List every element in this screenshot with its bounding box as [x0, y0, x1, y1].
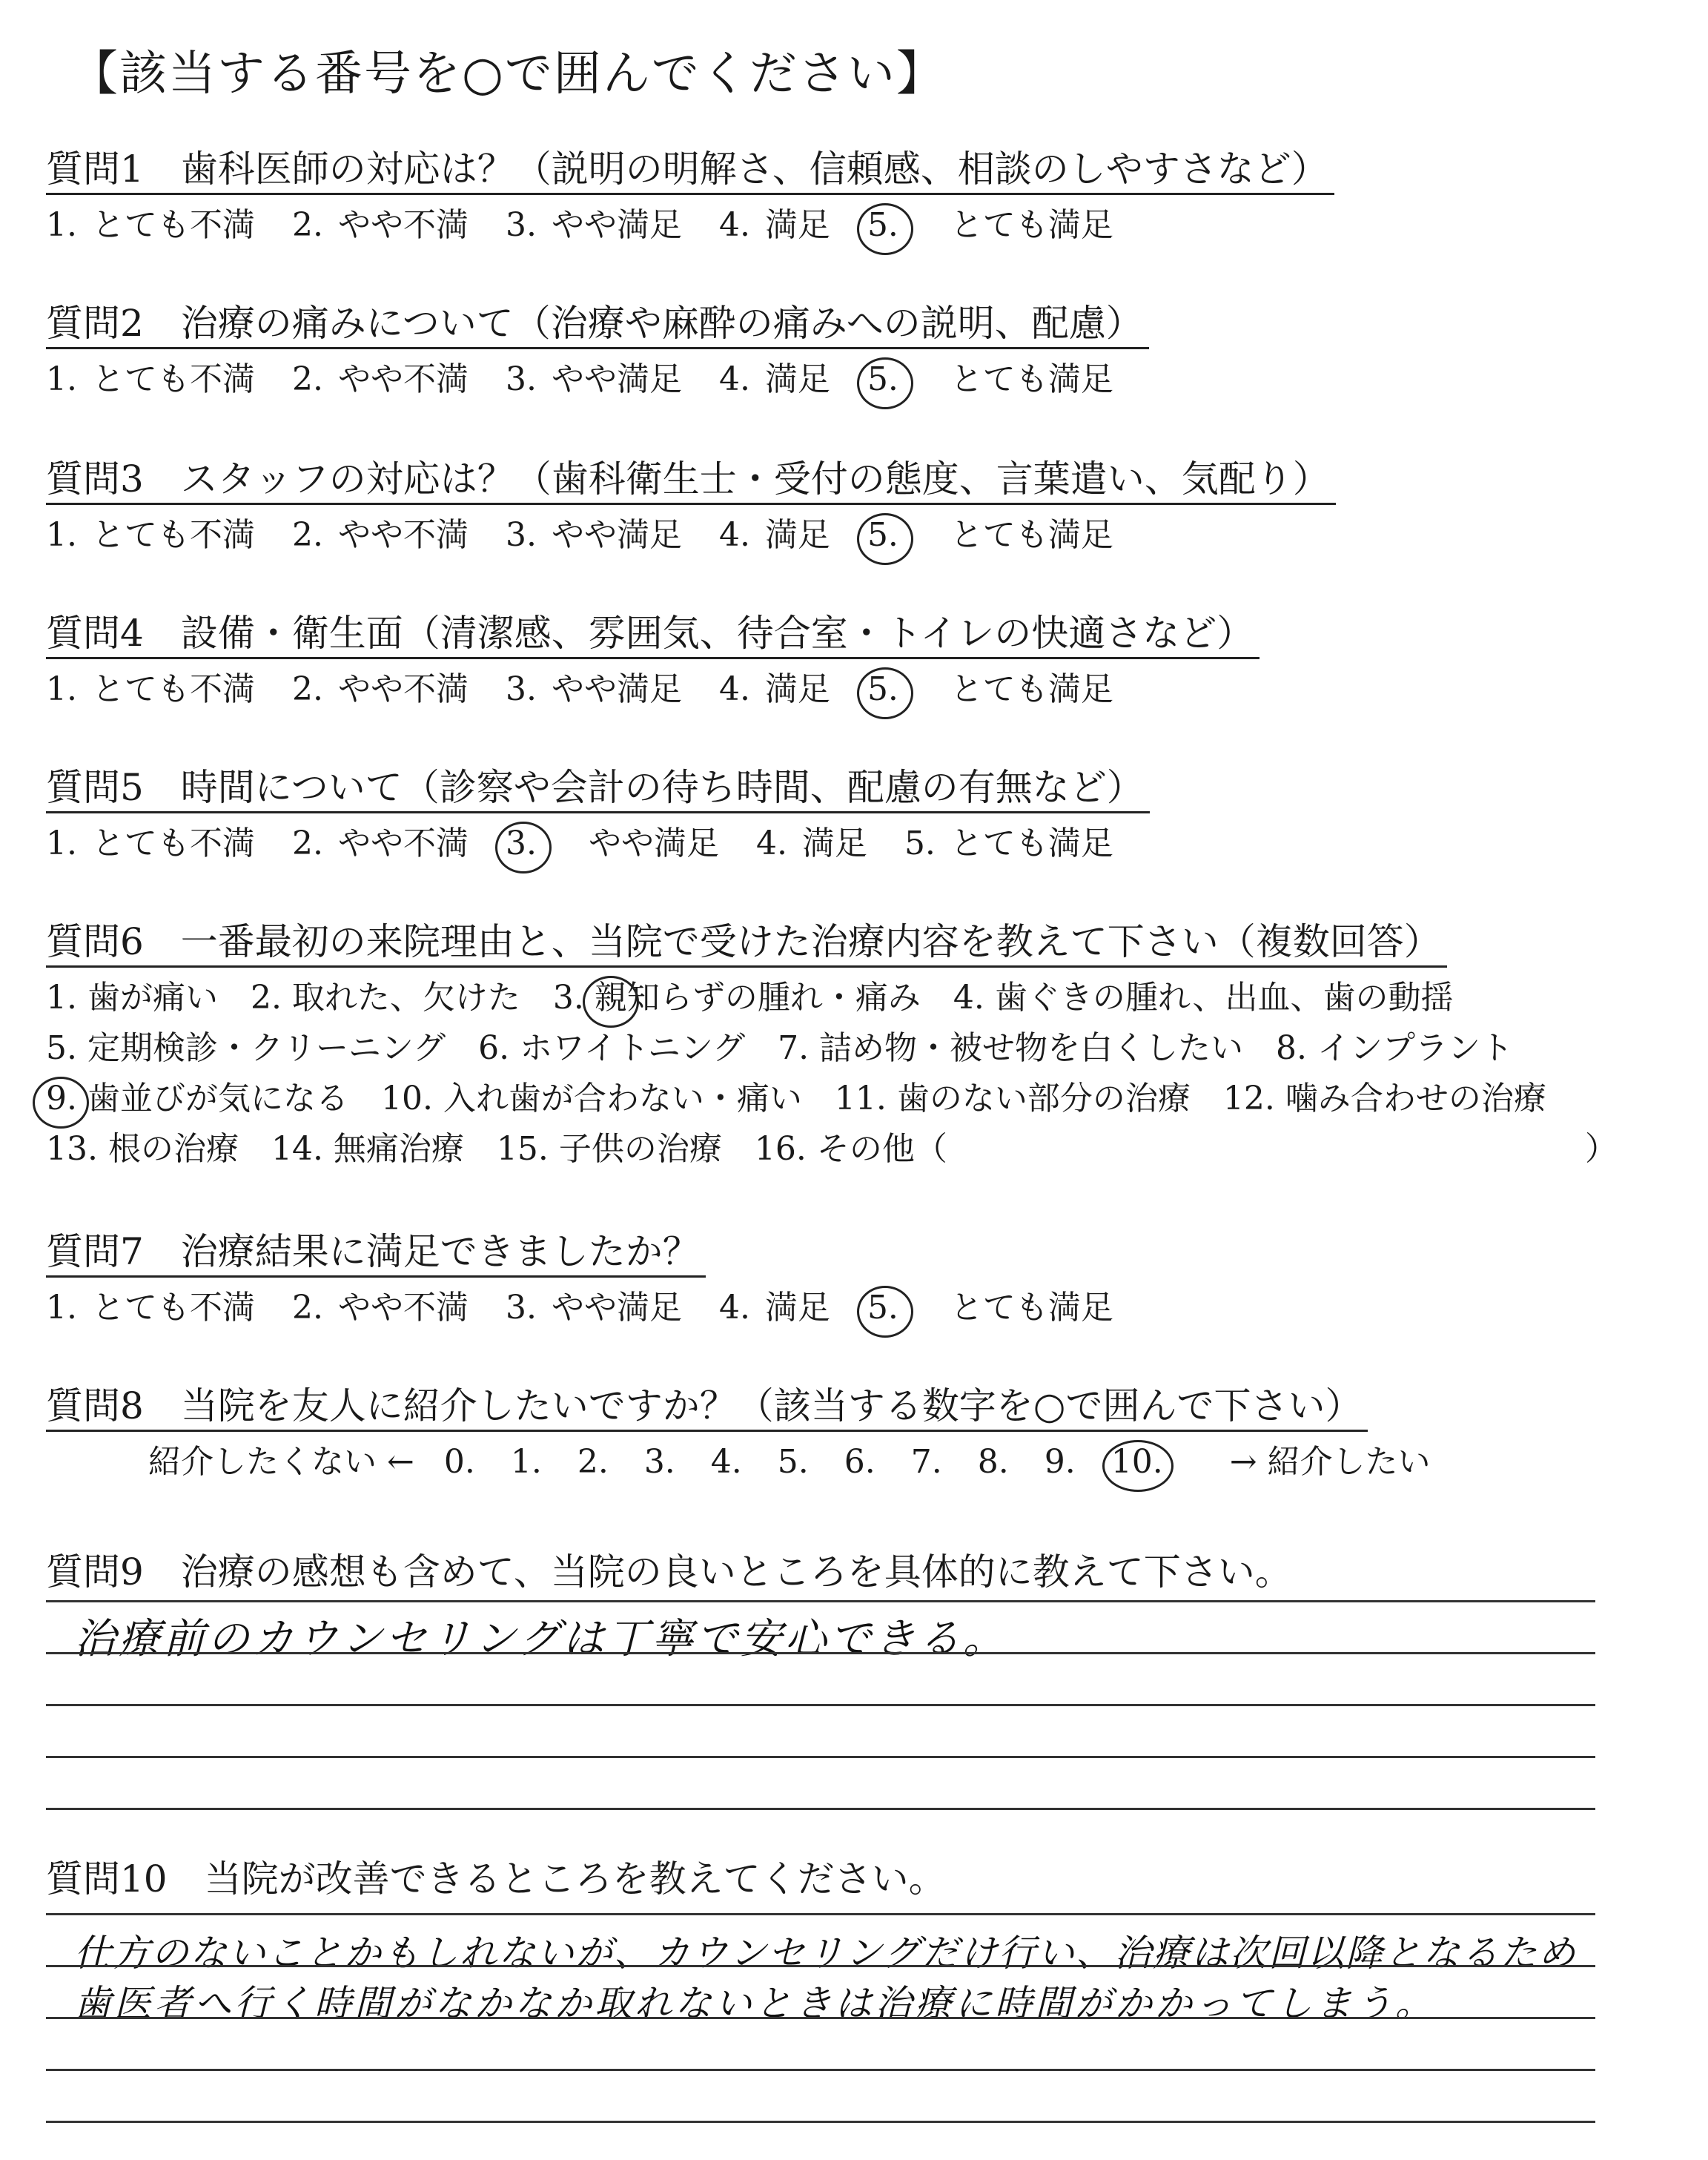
q8-scale-7: 7. [910, 1443, 942, 1481]
q1-opt3-label: やや満足 [551, 206, 682, 244]
q2-opt1-num: 1. [46, 360, 77, 398]
q8-scale-0: 0. [443, 1443, 475, 1481]
question-5-options [46, 822, 1151, 866]
q4-opt2-num: 2. [291, 670, 323, 708]
q1-opt1-num: 1. [46, 206, 77, 244]
q6-choice-9-circle [33, 1077, 89, 1129]
q5-opt3-label: やや満足 [588, 825, 719, 862]
q8-scale-2: 2. [577, 1443, 609, 1481]
question-8-scale [148, 1440, 1468, 1484]
q5-opt2-num: 2. [291, 825, 323, 862]
question-3-title: 質問3 スタッフの対応は？（歯科衛生士・受付の態度、言葉遣い、気配り） [46, 455, 1336, 505]
q5-opt1-num: 1. [46, 825, 77, 862]
q3-opt4-num: 4. [718, 516, 750, 554]
q8-scale-1: 1. [510, 1443, 542, 1481]
q5-opt3-num-circled: 3. [506, 822, 574, 866]
q4-opt2-label: やや不満 [337, 670, 469, 708]
q10-answer-line-4 [46, 2069, 1595, 2071]
question-1-options [46, 203, 1151, 248]
q4-opt5-label: とても満足 [950, 670, 1113, 708]
q1-opt1-label: とても不満 [91, 206, 255, 244]
q8-scale-9: 9. [1044, 1443, 1076, 1481]
question-6-other-close: ） [1585, 1130, 1618, 1168]
q9-answer-line-5 [46, 1808, 1595, 1810]
q1-opt5-label: とても満足 [950, 206, 1113, 244]
q4-opt1-label: とても不満 [91, 670, 255, 708]
q3-opt1-num: 1. [46, 516, 77, 554]
q9-answer-line-3 [46, 1704, 1595, 1706]
q8-left-label: 紹介したくない ← [148, 1443, 414, 1481]
q10-answer-line-3 [46, 2017, 1595, 2019]
q5-opt5-label: とても満足 [950, 825, 1113, 862]
q10-handwritten-answer-1: 仕方のないことかもしれないが、カウンセリングだけ行い、治療は次回以降となるため [74, 1932, 1577, 1975]
q1-opt3-num: 3. [505, 206, 537, 244]
q10-answer-line-2 [46, 1965, 1595, 1967]
q5-opt1-label: とても不満 [91, 825, 255, 862]
q8-scale-8: 8. [977, 1443, 1009, 1481]
q3-opt1-label: とても不満 [91, 516, 255, 554]
q3-opt3-num: 3. [505, 516, 537, 554]
q4-opt5-num-circled: 5. [867, 667, 936, 712]
q2-opt1-label: とても不満 [91, 360, 255, 398]
q7-opt3-num: 3. [505, 1289, 537, 1327]
question-2-options [46, 357, 1151, 402]
q3-opt2-label: やや不満 [337, 516, 469, 554]
question-10-title: 質問10 当院が改善できるところを教えてください。 [46, 1857, 946, 1900]
question-7-title: 質問7 治療結果に満足できましたか？ [46, 1228, 706, 1278]
q9-answer-line-1 [46, 1600, 1595, 1602]
q7-opt2-num: 2. [291, 1289, 323, 1327]
q7-opt5-label: とても満足 [950, 1289, 1113, 1327]
q7-opt3-label: やや満足 [551, 1289, 682, 1327]
q2-opt2-label: やや不満 [337, 360, 469, 398]
q3-opt2-num: 2. [291, 516, 323, 554]
q5-opt5-num: 5. [904, 825, 936, 862]
q7-opt5-num-circled: 5. [867, 1286, 936, 1330]
q9-answer-line-2 [46, 1652, 1595, 1654]
q3-opt5-label: とても満足 [950, 516, 1113, 554]
q4-opt3-num: 3. [505, 670, 537, 708]
q3-opt5-num-circled: 5. [867, 513, 936, 558]
q8-scale-10-circled: 10. [1111, 1440, 1200, 1484]
question-1-title: 質問1 歯科医師の対応は？（説明の明解さ、信頼感、相談のしやすさなど） [46, 145, 1334, 195]
q5-opt2-label: やや不満 [337, 825, 469, 862]
question-4-options [46, 667, 1151, 712]
question-4-title: 質問4 設備・衛生面（清潔感、雰囲気、待合室・トイレの快適さなど） [46, 610, 1260, 659]
question-3-options [46, 513, 1151, 558]
q7-opt1-num: 1. [46, 1289, 77, 1327]
q4-opt1-num: 1. [46, 670, 77, 708]
q5-opt4-label: 満足 [801, 825, 867, 862]
q1-opt4-num: 4. [718, 206, 750, 244]
q4-opt4-num: 4. [718, 670, 750, 708]
q4-opt4-label: 満足 [764, 670, 830, 708]
question-6-row-1: 1. 歯が痛い 2. 取れた、欠けた 3. 親知らずの腫れ・痛み 4. 歯ぐきの腫れ、出血、歯の動揺 [46, 979, 1454, 1017]
q2-opt3-num: 3. [505, 360, 537, 398]
q7-opt4-label: 満足 [764, 1289, 830, 1327]
q7-opt2-label: やや不満 [337, 1289, 469, 1327]
q2-opt5-label: とても満足 [950, 360, 1113, 398]
q8-scale-5: 5. [777, 1443, 809, 1481]
q4-opt3-label: やや満足 [551, 670, 682, 708]
q2-opt4-label: 満足 [764, 360, 830, 398]
q2-opt3-label: やや満足 [551, 360, 682, 398]
question-7-options [46, 1286, 1151, 1330]
question-9-title: 質問9 治療の感想も含めて、当院の良いところを具体的に教えて下さい。 [46, 1550, 1292, 1593]
q8-right-label: → 紹介したい [1229, 1443, 1431, 1481]
question-2-title: 質問2 治療の痛みについて（治療や麻酔の痛みへの説明、配慮） [46, 300, 1149, 349]
page-heading: 【該当する番号を○で囲んでください】 [70, 47, 945, 102]
question-6-row-4: 13. 根の治療 14. 無痛治療 15. 子供の治療 16. その他（ [46, 1130, 947, 1168]
q2-opt5-num-circled: 5. [867, 357, 936, 402]
q6-choice-3-circle [583, 976, 639, 1028]
q8-scale-3: 3. [643, 1443, 675, 1481]
q9-handwritten-answer: 治療前のカウンセリングは丁寧で安心できる。 [74, 1615, 1007, 1663]
q8-scale-6: 6. [844, 1443, 875, 1481]
q3-opt4-label: 満足 [764, 516, 830, 554]
q8-scale-4: 4. [710, 1443, 742, 1481]
q1-opt2-num: 2. [291, 206, 323, 244]
q7-opt1-label: とても不満 [91, 1289, 255, 1327]
question-6-row-3: 9. 歯並びが気になる 10. 入れ歯が合わない・痛い 11. 歯のない部分の治療 12. 噛み合わせの治療 [46, 1080, 1546, 1117]
q2-opt2-num: 2. [291, 360, 323, 398]
question-8-title: 質問8 当院を友人に紹介したいですか？（該当する数字を○で囲んで下さい） [46, 1382, 1368, 1432]
q1-opt2-label: やや不満 [337, 206, 469, 244]
q7-opt4-num: 4. [718, 1289, 750, 1327]
q2-opt4-num: 4. [718, 360, 750, 398]
question-6-title: 質問6 一番最初の来院理由と、当院で受けた治療内容を教えて下さい（複数回答） [46, 918, 1447, 968]
q1-opt5-num-circled: 5. [867, 203, 936, 248]
question-6-row-2: 5. 定期検診・クリーニング 6. ホワイトニング 7. 詰め物・被せ物を白くしたい 8. インプラント [46, 1029, 1514, 1067]
q10-answer-line-5 [46, 2121, 1595, 2123]
q10-handwritten-answer-2: 歯医者へ行く時間がなかなか取れないときは治療に時間がかかってしまう。 [74, 1982, 1435, 2025]
q5-opt4-num: 4. [755, 825, 787, 862]
q3-opt3-label: やや満足 [551, 516, 682, 554]
q1-opt4-label: 満足 [764, 206, 830, 244]
question-5-title: 質問5 時間について（診察や会計の待ち時間、配慮の有無など） [46, 764, 1150, 813]
q9-answer-line-4 [46, 1756, 1595, 1758]
q10-answer-line-1 [46, 1913, 1595, 1915]
